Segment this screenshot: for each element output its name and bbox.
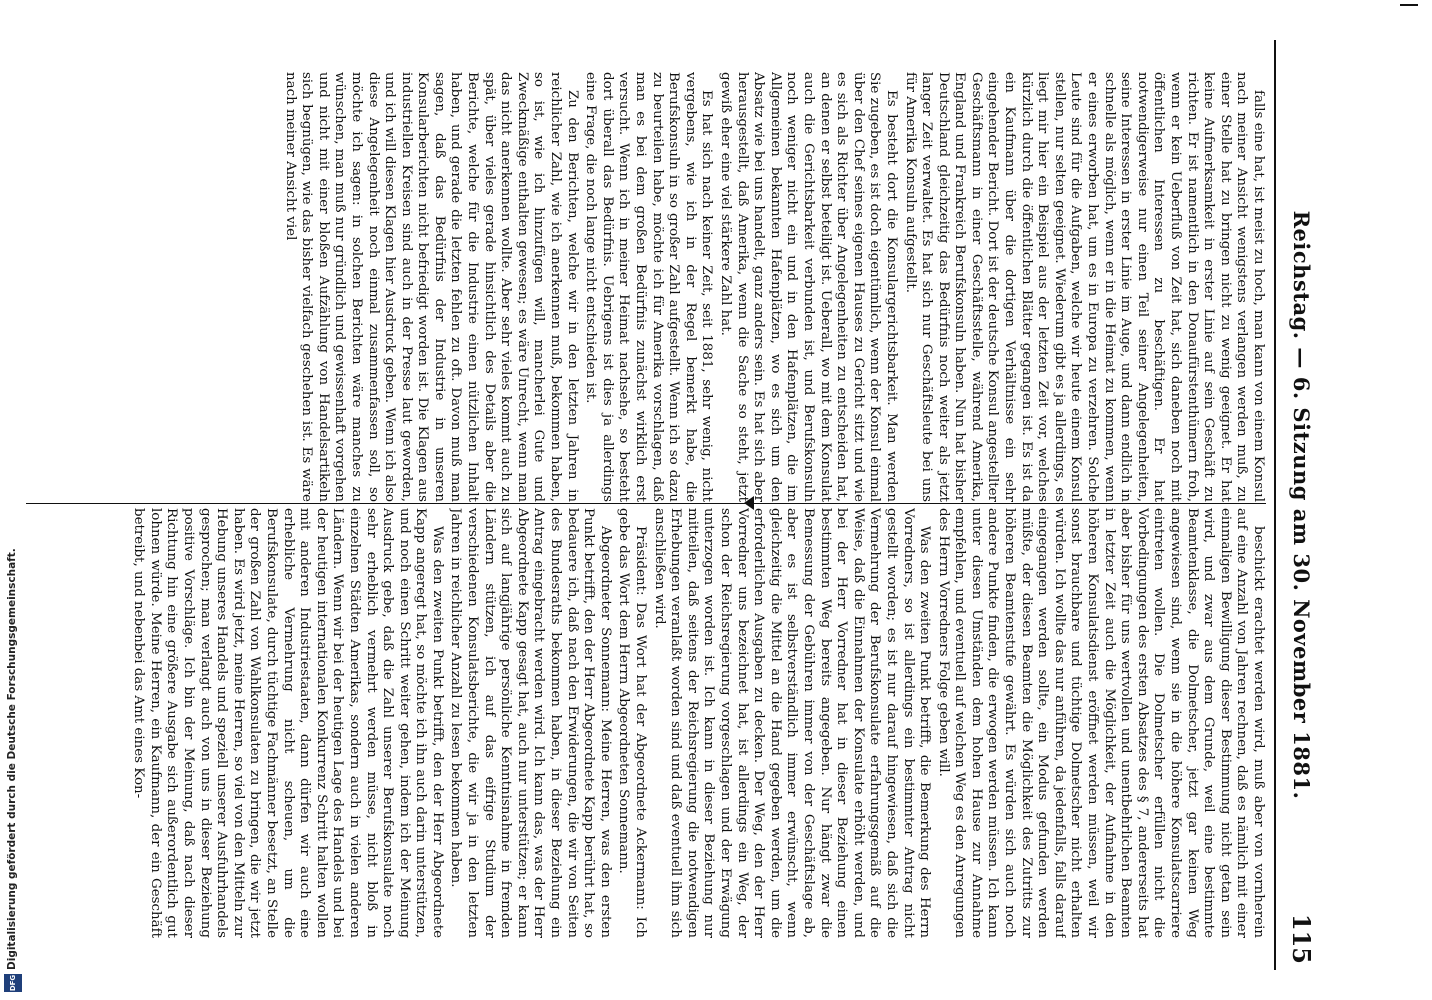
- left-column: [36, 72, 1266, 502]
- left-column-paragraph: falls eine hat, ist meist zu hoch, man kann von einem Konsul nach meiner Ansicht wenigstens verlangen werden muß, zu einer Stelle hat zu bringen nicht zu wenig geeignet. Er hat keine Aufmerksamkeit in erster Linie auf sein Geschäft zu richten. Er ist namentlich in den Donaufürstenthümern froh, wenn er kein Ueberfluß von Zeit hat, sich daneben noch mit öffentlichen Interessen zu beschäftigen. Er hat notwendigerweise nur einen Teil seiner Angelegenheiten, seine Interessen in erster Linie im Auge, und dann endlich in schnelle als möglich, wenn er in die Heimat zu kommen, wenn er eines erworben hat, um es in Europa zu verzehren. Solche Leute sind für die Aufgaben, welche wir heute einem Konsul stellen, nur selten geeignet. Wiederum gibt es ja allerdings, es liegt mir hier ein Beispiel aus der letzten Zeit vor, welches kürzlich durch die öffentlichen Blätter gegangen ist. Es ist da ein Kaufmann über die dortigen Verhältnisse ein sehr eingehender Bericht. Dort ist der deutsche Konsul angestellter Geschäftsmann in einer Geschäftsstelle, während Amerika, England und Frankreich Berufskonsuln haben. Nun hat bisher Deutschland gleichzeitig das Bedürfnis noch weiter als jetzt langer Zeit verwaltet. Es hat sich nur Geschäftsleute bei uns für Amerika Konsuln aufgestellt.: [902, 72, 1266, 502]
- right-column-paragraph: beschickt erachtet werden wird, muß aber von vornherein auf eine Anzahl von Jahren rechnen, daß es nämlich mit einer einmaligen Bewilligung dieser Bestimmung nicht getan sein wird, und zwar aus dem Grunde, weil eine bestimmte Beamtenklasse, die Dolmetscher, jetzt gar keinen Weg angewiesen sind, wenn sie in die höhere Konsulatscarriere eintreten wollen. Die Dolmetscher erfüllen nicht die Vorbedingungen des ersten Absatzes des § 7, andererseits hat aber bisher für uns wertvollen und unentbehrlichen Beamten in letzter Zeit auch die Möglichkeit, der Aufnahme in den höheren Konsulatsdienst eröffnet werden müssen, weil wir sonst brauchbare und tüchtige Dolmetscher nicht erhalten würden. Ich wollte das nur anführen, da jedenfalls, falls darauf eingegangen werden sollte, ein Modus gefunden werden müßte, der diesen Beamten die Möglichkeit des Zutritts zur höheren Beamtenstufe gewährt. Es würden sich auch noch andere Punkte finden, die erwogen werden müssen. Ich kann unter diesen Umständen dem hohen Hause zur Annahme empfehlen, und eventuell auf welchen Weg es den Anregungen des Herrn Vorredners Folge geben will.: [935, 508, 1266, 938]
- footer-text: Digitalisierung gefördert durch die Deutsche Forschungsgemeinschaft.: [6, 548, 18, 970]
- left-column-paragraph: Zu den Berichten, welche wir in den letzten Jahren in reichlicher Zahl, wie ich anerkennen muß, bekommen haben, so ist, wie ich hinzufügen will, mancherlei Gute und Zweckmäßige enthalten gewesen; es wäre Unrecht, wenn man das nicht anerkennen wollte. Aber sehr vieles kommt auch zu spät, über vieles gerade hinsichtlich des Details aber die Berichte, welche für die Industrie einen nützlichen Inhalt haben, und gerade die letzten fehlen zu oft. Davon muß man sagen, daß das Bedürfnis der Industrie in unseren Konsularberichten nicht befriedigt worden ist. Die Klagen aus industriellen Kreisen sind auch in der Presse laut geworden, und ich will diesen Klagen hier Ausdruck geben. Wenn ich also diese Angelegenheit noch einmal zusammenfassen soll, so möchte ich sagen: in solchen Berichten wäre manches zu wünschen, man muß nur gründlich und gewissenhaft vorgehen und nicht mit einer bloßen Aufzählung von Handelsartikeln sich begnügen, wie das bisher vielfach geschehen ist. Es wäre nach meiner Ansicht viel: [282, 72, 580, 502]
- page-number: 115: [1287, 913, 1316, 964]
- right-column-paragraph: Was den zweiten Punkt betrifft, den der Herr Abgeordnete Kapp angeregt hat, so möchte ich ihn auch darin unterstützen, und noch einen Schritt weiter gehen, indem ich der Meinung Ausdruck gebe, daß die Zahl unserer Berufskonsulate noch sehr erheblich vermehrt werden müsse, nicht bloß in einzelnen Städten Amerikas, sondern auch in vielen anderen Ländern. Wenn wir bei der heutigen Lage des Handels und bei der heutigen internationalen Konkurrenz Schritt halten wollen mit anderen Industriestaaten, dann dürfen wir auch eine erhebliche Vermehrung nicht scheuen, um die Berufskonsulate, durch tüchtige Fachmänner besetzt, an Stelle der großen Zahl von Wahlkonsulaten zu bringen, die wir jetzt haben. Es wird jetzt, meine Herren, so viel von den Mitteln zur Hebung unseres Handels und speziell unserer Ausfuhrhandels gesprochen; man verlangt auch von uns in dieser Beziehung positive Vorschläge. Ich bin der Meinung, daß nach dieser Richtung hin eine größere Ausgabe sich außerordentlich gut lohnen würde. Meine Herren, ein Kaufmann, der ein Geschäft betreibt, und nebenbei das Amt eines Kon-: [131, 508, 445, 938]
- left-column-paragraph: Es besteht dort die Konsulargerichtsbarkeit. Man werden Sie zugeben, es ist doch eigentümlich, wenn der Konsul einmal über den Chef seines eigenen Hauses zu Gericht sitzt und wie es sich als Richter über Angelegenheiten zu entscheiden hat, an denen er selbst beteiligt ist. Ueberall, wo mit dem Konsulat auch die Gerichtsbarkeit verbunden ist, und Berufskonsuln noch weniger nicht ein und in den Hafenplätzen, die im Allgemeinen bekannten Hafenplätzen, wo es sich um den Absatz wie bei uns handelt, ganz anders sein. Es hat sich aber herausgestellt, daß Amerika, wenn die Sache so steht, jetzt gewiß eher eine viel stärkere Zahl hat.: [718, 72, 899, 502]
- corner-mark: [1400, 4, 1418, 14]
- column-divider: [26, 503, 1266, 504]
- page-title: Reichstag. — 6. Sitzung am 30. November 1881.: [1289, 210, 1314, 800]
- page-header: [1274, 40, 1326, 970]
- dfg-logo: DFG: [4, 974, 22, 992]
- right-column: [56, 508, 1266, 938]
- left-column-paragraph: Es hat sich nach keiner Zeit, seit 1881, sehr wenig, nicht vergebens, wie ich in der Regel bemerkt habe, die Berufskonsuln in so großer Zahl aufgestellt. Wenn ich so dazu zu beurteilen habe, möchte ich für Amerika vorschlagen, daß man es bei dem großen Bedürfnis zunächst wirklich erst versucht. Wenn ich in meiner Heimat nachsehe, so besteht dort überall das Bedürfnis. Uebrigens ist dies ja allerdings eine Frage, die noch lange nicht entschieden ist.: [583, 72, 715, 502]
- header-rule: [1274, 40, 1276, 970]
- right-column-paragraph: Präsident: Das Wort hat der Abgeordnete Ackermann: Ich gebe das Wort dem Herrn Abgeordneten Sonnemann.: [616, 508, 649, 938]
- right-column-paragraph: Was den zweiten Punkt betrifft, die Bemerkung des Herrn Vorredners, so ist allerdings ein bestimmter Antrag nicht gestellt worden; es ist nur darauf hingewiesen, daß sich die Vermehrung der Berufskonsulate erfahrungsgemäß auf die Weise, daß die Einnahmen der Konsulate erhöht werden, und bei der Herr Vorredner hat in dieser Beziehung einen bestimmten Weg bereits angegeben. Nur hängt zwar die Bemessung der Gebühren immer von der Geschäftslage ab, aber es ist selbstverständlich immer erwünscht, wenn gleichzeitig die Mittel an die Hand gegeben werden, um die erforderlichen Ausgaben zu decken. Der Weg, den der Herr Vorredner uns bezeichnet hat, ist allerdings ein Weg, der schon der Reichsregierung vorgeschlagen und der Erwägung unterzogen worden ist. Ich kann in dieser Beziehung nur mitteilen, daß seitens der Reichsregierung die notwendigen Erhebungen veranlaßt worden sind und daß eventuell ihm sich anschließen wird.: [651, 508, 933, 938]
- right-column-paragraph: Abgeordneter Sonnemann: Meine Herren, was den ersten Punkt betrifft, den der Herr Abgeordnete Kapp berührt hat, so bedauere ich, daß nach den Erwiderungen, die wir von Seiten des Bundesraths bekommen haben, in dieser Beziehung ein Antrag eingebracht werden wird. Ich kann das, was der Herr Abgeordnete Kapp gesagt hat, auch nur unterstützen; er kann sich auf langjährige persönliche Kenntnisnahme in fremden Ländern stützen, ich auf das eifrige Studium der verschiedenen Konsulatsberichte, die wir ja in den letzten Jahren in reichlicher Anzahl zu lesen bekommen haben.: [448, 508, 613, 938]
